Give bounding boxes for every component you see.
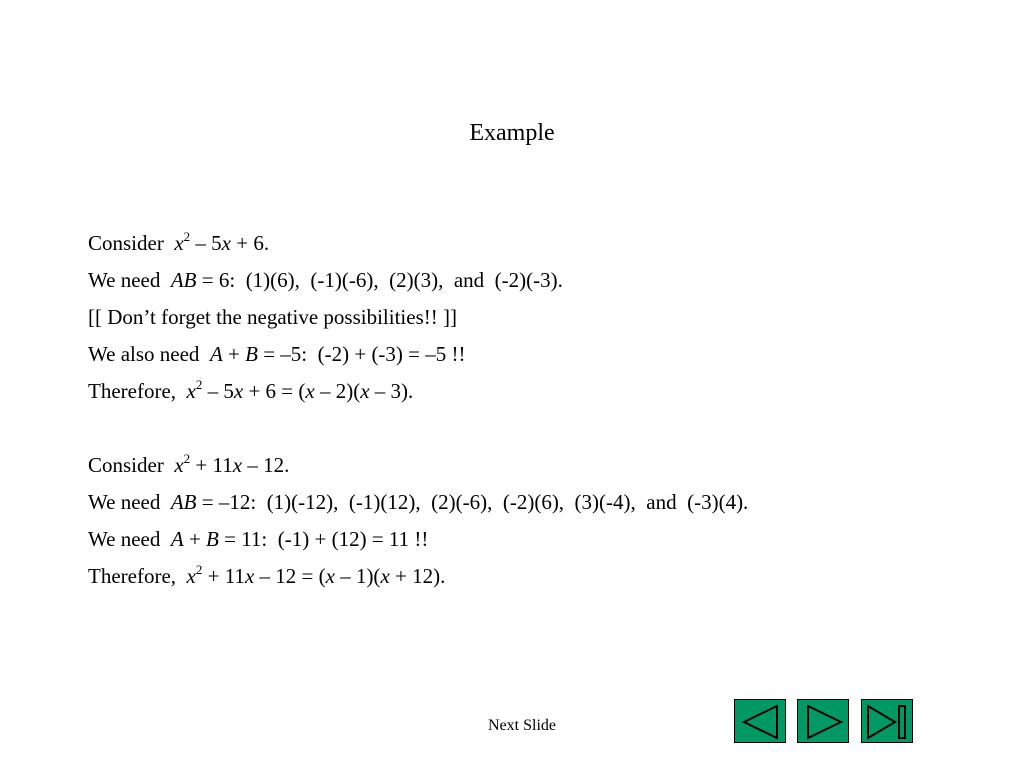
variable-x: x <box>380 564 390 588</box>
example1-reminder-line: [[ Don’t forget the negative possibilities!! ]] <box>88 305 457 329</box>
plus-sign: + <box>183 527 207 551</box>
expression-part: – 12. <box>242 453 290 477</box>
previous-triangle-icon <box>735 700 787 744</box>
variable-a: A <box>170 527 184 551</box>
variable-x: x <box>186 379 196 403</box>
expression-part: – 2)( <box>314 379 361 403</box>
variable-x: x <box>360 379 370 403</box>
next-slide-button[interactable] <box>797 699 849 743</box>
slide-title: Example <box>469 120 555 146</box>
exponent: 2 <box>183 451 191 466</box>
consider-label: Consider <box>88 231 164 255</box>
example2-need-sum-line <box>88 524 748 561</box>
need-label: We need <box>88 527 161 551</box>
therefore-label: Therefore, <box>88 379 177 403</box>
need-label: We need <box>88 268 161 292</box>
factor-pairs: = –12: (1)(-12), (-1)(12), (2)(-6), (-2)(6), (3)(-4), and (-3)(4). <box>196 490 749 514</box>
sum-check: = 11: (-1) + (12) = 11 !! <box>218 527 429 551</box>
exponent: 2 <box>195 377 203 392</box>
need-label: We need <box>88 490 161 514</box>
example1-consider-line <box>88 228 748 265</box>
expression-part: + 12). <box>389 564 446 588</box>
variable-ab: AB <box>170 268 197 292</box>
variable-x: x <box>221 231 231 255</box>
consider-label: Consider <box>88 453 164 477</box>
expression-part: + 11 <box>202 564 245 588</box>
exponent: 2 <box>183 229 191 244</box>
example2-need-ab-line <box>88 487 748 524</box>
variable-x: x <box>232 453 243 477</box>
variable-x: x <box>233 379 244 403</box>
exponent: 2 <box>195 562 203 577</box>
slide-content <box>88 228 748 598</box>
section-spacer <box>88 413 748 450</box>
next-slide-link[interactable]: Next Slide <box>488 717 556 734</box>
variable-x: x <box>174 453 184 477</box>
plus-sign: + <box>222 342 246 366</box>
variable-x: x <box>244 564 255 588</box>
need-label: We also need <box>88 342 200 366</box>
variable-x: x <box>305 379 315 403</box>
expression-part: – 12 = ( <box>254 564 326 588</box>
expression-part: – 1)( <box>334 564 381 588</box>
expression-part: – 3). <box>369 379 414 403</box>
expression-part: – 5 <box>190 231 222 255</box>
expression-part: – 5 <box>202 379 234 403</box>
example1-need-sum-line <box>88 339 748 376</box>
example2-therefore-line <box>88 561 748 598</box>
factor-pairs: = 6: (1)(6), (-1)(-6), (2)(3), and (-2)(-3). <box>196 268 563 292</box>
last-slide-icon <box>862 700 914 744</box>
expression-part: + 6 = ( <box>243 379 306 403</box>
variable-x: x <box>186 564 196 588</box>
example1-need-ab-line <box>88 265 748 302</box>
variable-x: x <box>325 564 335 588</box>
variable-b: B <box>245 342 258 366</box>
variable-a: A <box>209 342 223 366</box>
next-triangle-icon <box>798 700 850 744</box>
therefore-label: Therefore, <box>88 564 177 588</box>
example1-therefore-line <box>88 376 748 413</box>
sum-check: = –5: (-2) + (-3) = –5 !! <box>257 342 466 366</box>
last-slide-button[interactable] <box>861 699 913 743</box>
variable-x: x <box>174 231 184 255</box>
variable-b: B <box>206 527 219 551</box>
expression-part: + 6. <box>230 231 270 255</box>
previous-slide-button[interactable] <box>734 699 786 743</box>
example2-consider-line <box>88 450 748 487</box>
variable-ab: AB <box>170 490 197 514</box>
expression-part: + 11 <box>190 453 233 477</box>
